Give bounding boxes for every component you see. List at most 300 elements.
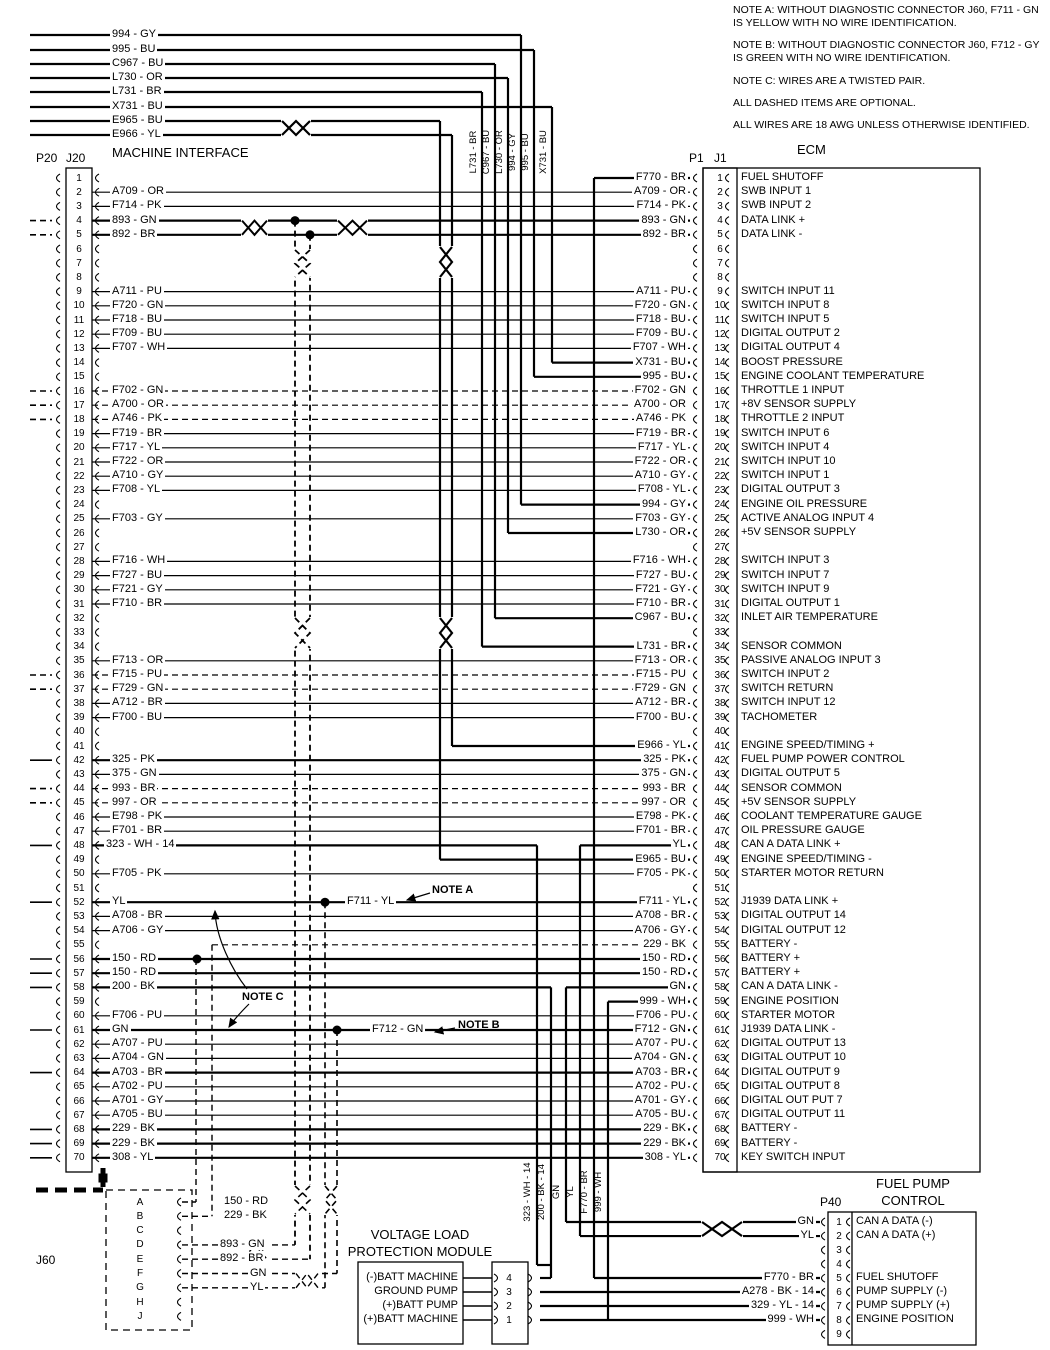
j20-pin-number: 3 — [76, 200, 82, 212]
ecm-pin-function-label: DIGITAL OUTPUT 8 — [741, 1079, 840, 1092]
left-pin-wire-label: F722 - OR — [112, 455, 164, 467]
j20-pin-number: 57 — [73, 967, 85, 979]
j20-pin-number: 27 — [73, 541, 85, 553]
riser-label-top: L730 - OR — [494, 130, 505, 174]
j20-pin-number: 69 — [73, 1138, 85, 1150]
ecm-pin-function-label: SWITCH INPUT 10 — [741, 455, 836, 467]
ecm-pin-number: 67 — [714, 1109, 726, 1121]
ecm-pin-function-label: SWITCH INPUT 3 — [741, 554, 830, 567]
p40-pin-function-label: CAN A DATA (+) — [856, 1229, 936, 1242]
ecm-pin-wire-label: A710 - GY — [634, 469, 686, 482]
left-pin-wire-label: F703 - GY — [112, 511, 163, 524]
ecm-pin-function-label: SWITCH INPUT 7 — [741, 568, 830, 581]
p40-pin-wire-label: 329 - YL - 14 — [751, 1299, 814, 1312]
j20-pin-number: 2 — [76, 186, 82, 198]
riser-label-top: L731 - BR — [468, 130, 479, 174]
ecm-pin-wire-label: F720 - GN — [634, 298, 686, 311]
j20-pin-number: 44 — [73, 783, 85, 795]
ecm-pin-number: 18 — [714, 413, 726, 425]
ecm-pin-wire-label: F709 - BU — [635, 327, 686, 340]
p40-pin-number: 9 — [836, 1328, 842, 1340]
ecm-pin-function-label: ENGINE OIL PRESSURE — [741, 497, 868, 510]
ecm-pin-number: 59 — [714, 996, 726, 1008]
ecm-pin-wire-label: A702 - PU — [635, 1079, 686, 1092]
top-wire-label: L731 - BR — [112, 85, 162, 97]
top-wire-label: E966 - YL — [112, 128, 161, 140]
note-a-text: NOTE A: WITHOUT DIAGNOSTIC CONNECTOR J60, F711 - GN IS YELLOW WITH NO WIRE IDENTIFICATION. — [733, 4, 1039, 30]
left-pin-wire-label: 150 - RD — [112, 952, 157, 964]
left-pin-wire-label: F714 - PK — [112, 199, 162, 212]
j20-pin-number: 61 — [73, 1024, 85, 1036]
ecm-pin-number: 53 — [714, 910, 726, 922]
left-pin-wire-label: F716 - WH — [112, 554, 166, 567]
j20-pin-number: 66 — [73, 1095, 85, 1107]
ecm-pin-wire-label: F716 - WH — [632, 554, 686, 567]
ecm-pin-number: 65 — [714, 1081, 726, 1093]
ecm-pin-function-label: THROTTLE 2 INPUT — [741, 412, 845, 425]
j20-pin-number: 33 — [73, 626, 85, 638]
j20-pin-number: 11 — [73, 314, 85, 326]
ecm-pin-number: 63 — [714, 1052, 726, 1064]
j20-pin-number: 26 — [73, 527, 85, 539]
left-pin-wire-label: F717 - YL — [112, 440, 161, 453]
left-pin-wire-label: A701 - GY — [112, 1094, 164, 1106]
j60-pin-wire-label: 229 - BK — [224, 1209, 267, 1222]
p40-pin-number: 8 — [836, 1314, 842, 1326]
left-pin-wire-label: 375 - GN — [112, 767, 157, 780]
ecm-pin-function-label: BATTERY - — [741, 1122, 798, 1135]
p40-pin-wire-label: GN — [797, 1215, 814, 1227]
ecm-pin-number: 21 — [714, 456, 726, 468]
ecm-pin-function-label: BOOST PRESSURE — [741, 355, 843, 368]
top-wire-label: X731 - BU — [112, 100, 163, 112]
ecm-pin-function-label: DIGITAL OUTPUT 10 — [741, 1051, 846, 1064]
j20-pin-number: 59 — [73, 996, 85, 1008]
ecm-pin-function-label: DIGITAL OUTPUT 5 — [741, 767, 840, 780]
ecm-pin-wire-label: X731 - BU — [635, 355, 686, 368]
p40-pin-wire-label: F770 - BR — [763, 1271, 814, 1284]
p40-pin-number: 6 — [836, 1286, 842, 1298]
left-pin-wire-label: 229 - BK — [112, 1136, 155, 1149]
fuel-pump-title-line2: CONTROL — [881, 1193, 945, 1208]
j20-pin-number: 50 — [73, 868, 85, 880]
ecm-pin-function-label: ENGINE COOLANT TEMPERATURE — [741, 369, 925, 382]
j20-pin-number: 47 — [73, 825, 85, 837]
j20-pin-number: 16 — [73, 385, 85, 397]
ecm-pin-number: 41 — [714, 740, 726, 752]
j60-pin-wire-label: 893 - GN — [220, 1237, 265, 1250]
j60-pin-wire-label: 150 - RD — [224, 1195, 269, 1207]
ecm-pin-function-label: CAN A DATA LINK + — [741, 838, 841, 851]
ecm-pin-function-label: CAN A DATA LINK - — [741, 980, 838, 993]
j20-pin-number: 5 — [76, 229, 82, 241]
j60-pin-letter: F — [136, 1268, 144, 1279]
ecm-pin-number: 27 — [714, 541, 726, 553]
vlpm-pin-number: 2 — [506, 1300, 512, 1312]
ecm-pin-number: 38 — [714, 697, 726, 709]
ecm-pin-function-label: DIGITAL OUTPUT 9 — [741, 1065, 840, 1078]
ecm-pin-wire-label: F714 - PK — [636, 199, 686, 212]
ecm-pin-wire-label: A711 - PU — [636, 284, 686, 297]
left-pin-wire-label: 150 - RD — [112, 966, 157, 979]
ecm-pin-number: 39 — [714, 712, 726, 724]
left-pin-wire-label: 308 - YL — [112, 1150, 154, 1163]
left-pin-wire-label: F710 - BR — [112, 597, 163, 609]
j20-pin-number: 43 — [73, 768, 85, 780]
j20-pin-number: 56 — [73, 953, 85, 965]
ecm-pin-function-label: BATTERY + — [741, 966, 800, 979]
j20-pin-number: 40 — [73, 726, 85, 738]
ecm-title: ECM — [797, 142, 826, 157]
ecm-pin-wire-label: F703 - GY — [635, 511, 686, 524]
j20-pin-number: 12 — [73, 328, 85, 340]
j20-pin-number: 55 — [73, 939, 85, 951]
ecm-pin-function-label: INLET AIR TEMPERATURE — [741, 611, 878, 624]
left-pin-wire-label: A704 - GN — [112, 1051, 164, 1064]
note-awg-text: ALL WIRES ARE 18 AWG UNLESS OTHERWISE IDENTIFIED. — [733, 118, 1030, 131]
fuel-pump-title-line1: FUEL PUMP — [876, 1176, 950, 1191]
j20-pin-number: 51 — [73, 882, 85, 894]
ecm-pin-number: 64 — [714, 1067, 726, 1079]
ecm-pin-function-label: DATA LINK + — [741, 213, 806, 226]
left-pin-wire-label: 229 - BK — [112, 1122, 155, 1135]
ecm-pin-number: 16 — [714, 385, 726, 397]
j20-pin-number: 35 — [73, 655, 85, 667]
ecm-pin-number: 24 — [714, 499, 726, 511]
ecm-pin-wire-label: A707 - PU — [635, 1037, 686, 1050]
ecm-pin-wire-label: 229 - BK — [643, 1136, 686, 1149]
j20-pin-number: 70 — [73, 1152, 85, 1164]
j20-label: J20 — [66, 151, 86, 165]
ecm-pin-wire-label: F711 - YL — [638, 895, 686, 908]
left-pin-wire-label: F729 - GN — [112, 682, 164, 695]
ecm-pin-function-label: DATA LINK - — [741, 227, 803, 240]
left-pin-wire-label: F700 - BU — [112, 710, 163, 723]
ecm-pin-number: 48 — [714, 839, 726, 851]
ecm-pin-number: 45 — [714, 797, 726, 809]
ecm-pin-number: 42 — [714, 754, 726, 766]
ecm-pin-wire-label: 993 - BR — [642, 781, 686, 794]
ecm-pin-wire-label: 229 - BK — [643, 937, 686, 950]
left-pin-wire-label: A703 - BR — [112, 1065, 163, 1078]
left-pin-wire-label: F708 - YL — [112, 483, 161, 496]
ecm-pin-number: 37 — [714, 683, 726, 695]
ecm-pin-number: 47 — [714, 825, 726, 837]
left-pin-wire-label: A709 - OR — [112, 185, 164, 198]
riser-label-bottom: GN — [551, 1184, 562, 1200]
ecm-pin-function-label: BATTERY - — [741, 937, 798, 950]
vlpm-pin-label: (+)BATT PUMP — [382, 1299, 458, 1311]
left-pin-wire-label: A702 - PU — [112, 1079, 163, 1092]
ecm-pin-wire-label: 375 - GN — [641, 767, 686, 780]
ecm-pin-number: 2 — [717, 186, 723, 198]
ecm-pin-function-label: SWITCH INPUT 1 — [741, 469, 830, 482]
ecm-pin-number: 8 — [717, 271, 723, 283]
ecm-pin-wire-label: F702 - GN — [634, 384, 686, 396]
left-pin-wire-label: E798 - PK — [112, 810, 163, 822]
p20-label: P20 — [36, 151, 58, 165]
ecm-pin-function-label: BATTERY + — [741, 952, 800, 964]
ecm-pin-number: 12 — [714, 328, 726, 340]
ecm-pin-wire-label: F770 - BR — [635, 171, 686, 183]
ecm-pin-number: 57 — [714, 967, 726, 979]
j20-pin-number: 68 — [73, 1123, 85, 1135]
ecm-pin-wire-label: F712 - GN — [634, 1023, 686, 1035]
ecm-pin-wire-label: A705 - BU — [635, 1108, 686, 1121]
left-pin-wire-label: F713 - OR — [112, 653, 164, 666]
j20-pin-number: 36 — [73, 669, 85, 681]
ecm-pin-function-label: SWITCH INPUT 5 — [741, 313, 830, 325]
ecm-pin-number: 26 — [714, 527, 726, 539]
j20-pin-number: 13 — [73, 342, 85, 354]
riser-label-bottom: 323 - WH - 14 — [522, 1162, 533, 1222]
ecm-pin-wire-label: 999 - WH — [639, 994, 686, 1007]
ecm-pin-wire-label: A704 - GN — [634, 1051, 686, 1064]
ecm-pin-function-label: TACHOMETER — [741, 710, 818, 723]
ecm-pin-wire-label: 997 - OR — [641, 795, 686, 808]
j20-pin-number: 65 — [73, 1081, 85, 1093]
p40-pin-wire-label: 999 - WH — [767, 1313, 814, 1326]
top-wire-label: L730 - OR — [112, 71, 163, 83]
ecm-pin-wire-label: F705 - PK — [636, 866, 686, 879]
p1-label: P1 — [689, 151, 704, 165]
ecm-pin-function-label: ENGINE POSITION — [741, 994, 839, 1007]
j20-pin-number: 30 — [73, 584, 85, 596]
ecm-pin-wire-label: GN — [669, 980, 686, 993]
j20-pin-number: 58 — [73, 981, 85, 993]
j60-pin-letter: E — [136, 1253, 144, 1265]
ecm-pin-function-label: SENSOR COMMON — [741, 639, 842, 652]
ecm-pin-number: 52 — [714, 896, 726, 908]
ecm-pin-function-label: KEY SWITCH INPUT — [741, 1150, 846, 1163]
ecm-pin-function-label: SWITCH INPUT 9 — [741, 582, 830, 595]
ecm-pin-number: 9 — [717, 286, 723, 298]
notes-block — [733, 4, 1047, 141]
p40-pin-function-label: CAN A DATA (-) — [856, 1215, 933, 1227]
j20-pin-number: 39 — [73, 712, 85, 724]
p40-pin-number: 3 — [836, 1244, 842, 1256]
ecm-pin-function-label: SENSOR COMMON — [741, 781, 842, 794]
note-a-callout: NOTE A — [432, 884, 474, 896]
p40-pin-wire-label: YL — [800, 1229, 814, 1242]
ecm-pin-number: 10 — [714, 300, 726, 312]
vlpm-pin-label: (+)BATT MACHINE — [363, 1313, 458, 1325]
j20-pin-number: 45 — [73, 797, 85, 809]
ecm-pin-number: 17 — [714, 399, 726, 411]
j20-pin-number: 21 — [73, 456, 85, 468]
left-pin-wire-label: F701 - BR — [112, 824, 163, 837]
p40-pin-function-label: PUMP SUPPLY (+) — [856, 1299, 950, 1312]
note-b-text: NOTE B: WITHOUT DIAGNOSTIC CONNECTOR J60, F712 - GY IS GREEN WITH NO WIRE IDENTIFICATION. — [733, 39, 1040, 65]
ecm-pin-function-label: ENGINE SPEED/TIMING - — [741, 852, 872, 865]
ecm-pin-number: 5 — [717, 229, 723, 241]
ecm-pin-wire-label: E965 - BU — [635, 852, 686, 865]
left-pin-wire-label: A708 - BR — [112, 909, 163, 922]
note-b-callout: NOTE B — [458, 1019, 500, 1031]
top-wire-label: E965 - BU — [112, 114, 163, 126]
left-pin-wire-label: F715 - PU — [112, 668, 163, 680]
j20-pin-number: 8 — [76, 271, 82, 283]
ecm-pin-wire-label: A708 - BR — [635, 909, 686, 922]
j20-pin-number: 1 — [76, 172, 82, 184]
j60-pin-wire-label: GN — [250, 1266, 267, 1279]
ecm-pin-function-label: DIGITAL OUT PUT 7 — [741, 1094, 843, 1106]
j20-pin-number: 42 — [73, 754, 85, 766]
j20-pin-number: 49 — [73, 854, 85, 866]
ecm-pin-number: 28 — [714, 555, 726, 567]
riser-label-bottom: YL — [565, 1186, 576, 1198]
ecm-pin-function-label: SWITCH INPUT 2 — [741, 668, 830, 680]
ecm-pin-number: 70 — [714, 1152, 726, 1164]
riser-label-bottom: F770 - BR — [579, 1170, 590, 1214]
j20-pin-number: 34 — [73, 641, 85, 653]
ecm-pin-number: 22 — [714, 470, 726, 482]
left-pin-wire-label: 200 - BK — [112, 980, 155, 993]
j20-pin-number: 53 — [73, 910, 85, 922]
ecm-pin-number: 19 — [714, 428, 726, 440]
ecm-pin-wire-label: F717 - YL — [637, 440, 686, 453]
j20-pin-number: 28 — [73, 555, 85, 567]
ecm-pin-wire-label: F706 - PU — [635, 1008, 686, 1021]
ecm-pin-wire-label: A701 - GY — [634, 1094, 686, 1106]
j60-label: J60 — [36, 1253, 56, 1267]
ecm-pin-wire-label: 995 - BU — [642, 369, 686, 382]
j60-pin-wire-label: 892 - BR — [220, 1252, 264, 1265]
j20-pin-number: 17 — [73, 399, 85, 411]
j60-pin-wire-label: YL — [250, 1280, 264, 1293]
left-pin-wire-label: A710 - GY — [112, 469, 164, 482]
j20-pin-number: 54 — [73, 925, 85, 937]
ecm-pin-number: 44 — [714, 783, 726, 795]
ecm-pin-number: 25 — [714, 513, 726, 525]
ecm-pin-function-label: SWB INPUT 2 — [741, 199, 812, 212]
ecm-pin-function-label: SWB INPUT 1 — [741, 185, 812, 198]
p40-pin-number: 4 — [836, 1258, 842, 1270]
j20-pin-number: 37 — [73, 683, 85, 695]
left-pin-wire-label: F720 - GN — [112, 298, 164, 311]
j20-pin-number: 38 — [73, 697, 85, 709]
ecm-pin-wire-label: A709 - OR — [634, 185, 686, 198]
left-pin-wire-label: F706 - PU — [112, 1008, 163, 1021]
j20-pin-number: 29 — [73, 570, 85, 582]
riser-label-top: 994 - GY — [507, 132, 518, 172]
j60-pin-letter: B — [136, 1210, 144, 1222]
machine-interface-title: MACHINE INTERFACE — [112, 145, 249, 160]
ecm-pin-number: 69 — [714, 1138, 726, 1150]
ecm-pin-function-label: DIGITAL OUTPUT 3 — [741, 483, 840, 496]
left-pin-wire-label: A700 - OR — [112, 398, 164, 411]
j60-pin-letter: J — [137, 1310, 143, 1322]
p40-pin-function-label: ENGINE POSITION — [856, 1313, 954, 1326]
ecm-pin-function-label: DIGITAL OUTPUT 12 — [741, 923, 846, 936]
p40-pin-number: 7 — [836, 1300, 842, 1312]
left-pin-wire-label: F709 - BU — [112, 327, 163, 340]
vlpm-title-line1: VOLTAGE LOAD — [370, 1227, 470, 1242]
j20-pin-number: 4 — [76, 215, 82, 227]
p40-pin-number: 1 — [836, 1216, 842, 1228]
ecm-pin-number: 20 — [714, 442, 726, 454]
ecm-pin-function-label: DIGITAL OUTPUT 13 — [741, 1037, 846, 1050]
ecm-pin-number: 11 — [714, 314, 726, 326]
j20-pin-number: 14 — [73, 357, 85, 369]
ecm-pin-number: 31 — [714, 598, 726, 610]
ecm-pin-number: 61 — [714, 1024, 726, 1036]
ecm-pin-wire-label: F708 - YL — [637, 483, 686, 496]
j20-pin-number: 48 — [73, 839, 85, 851]
ecm-pin-wire-label: C967 - BU — [634, 611, 686, 624]
j20-pin-number: 9 — [76, 286, 82, 298]
ecm-pin-wire-label: A700 - OR — [634, 398, 686, 411]
ecm-pin-function-label: STARTER MOTOR RETURN — [741, 866, 885, 879]
p40-pin-wire-label: A278 - BK - 14 — [741, 1285, 814, 1298]
riser-label-top: X731 - BU — [538, 130, 549, 174]
ecm-pin-wire-label: F719 - BR — [635, 426, 686, 439]
note-c-callout: NOTE C — [242, 991, 284, 1003]
j20-pin-number: 20 — [73, 442, 85, 454]
j20-pin-number: 23 — [73, 484, 85, 496]
ecm-pin-function-label: DIGITAL OUTPUT 11 — [741, 1108, 846, 1121]
ecm-pin-wire-label: F715 - PU — [635, 668, 686, 680]
left-pin-wire-label: GN — [112, 1023, 129, 1035]
j20-pin-number: 64 — [73, 1067, 85, 1079]
ecm-pin-number: 4 — [717, 215, 723, 227]
ecm-pin-number: 36 — [714, 669, 726, 681]
j20-pin-number: 25 — [73, 513, 85, 525]
ecm-pin-function-label: DIGITAL OUTPUT 1 — [741, 597, 840, 609]
ecm-pin-function-label: SWITCH INPUT 11 — [741, 284, 835, 297]
ecm-pin-number: 58 — [714, 981, 726, 993]
j20-pin-number: 6 — [76, 243, 82, 255]
left-pin-wire-label: F702 - GN — [112, 384, 164, 396]
ecm-pin-function-label: FUEL PUMP POWER CONTROL — [741, 753, 905, 766]
ecm-pin-function-label: ACTIVE ANALOG INPUT 4 — [741, 511, 875, 524]
ecm-pin-number: 50 — [714, 868, 726, 880]
j60-pin-letter: A — [136, 1196, 144, 1208]
ecm-pin-number: 1 — [717, 172, 723, 184]
ecm-pin-wire-label: A746 - PK — [635, 412, 686, 425]
left-pin-wire-label: F727 - BU — [112, 568, 163, 581]
left-pin-wire-label: 997 - OR — [112, 795, 157, 808]
riser-label-bottom: 200 - BK - 14 — [536, 1164, 547, 1220]
ecm-pin-function-label: DIGITAL OUTPUT 14 — [741, 909, 846, 922]
ecm-pin-number: 13 — [714, 342, 726, 354]
ecm-pin-function-label: DIGITAL OUTPUT 4 — [741, 341, 840, 354]
left-pin-wire-label: 892 - BR — [112, 227, 156, 240]
ecm-pin-function-label: +5V SENSOR SUPPLY — [741, 526, 857, 538]
ecm-pin-function-label: J1939 DATA LINK - — [741, 1023, 836, 1035]
ecm-pin-function-label: J1939 DATA LINK + — [741, 895, 839, 908]
riser-label-top: 995 - BU — [520, 133, 531, 171]
ecm-pin-number: 6 — [717, 243, 723, 255]
ecm-pin-wire-label: 308 - YL — [644, 1150, 686, 1163]
j20-pin-number: 19 — [73, 428, 85, 440]
ecm-pin-number: 3 — [717, 200, 723, 212]
ecm-pin-wire-label: A706 - GY — [634, 923, 686, 936]
j20-pin-number: 32 — [73, 612, 85, 624]
left-pin-wire-label: 323 - WH - 14 — [106, 838, 175, 851]
ecm-pin-wire-label: F727 - BU — [635, 568, 686, 581]
p40-pin-function-label: PUMP SUPPLY (-) — [856, 1285, 948, 1298]
ecm-pin-wire-label: L730 - OR — [635, 526, 686, 538]
j20-pin-number: 24 — [73, 499, 85, 511]
riser-label-bottom: 999 - WH — [593, 1171, 604, 1213]
j20-pin-number: 62 — [73, 1038, 85, 1050]
j20-pin-number: 41 — [73, 740, 85, 752]
ecm-pin-function-label: +8V SENSOR SUPPLY — [741, 398, 857, 411]
ecm-pin-number: 43 — [714, 768, 726, 780]
ecm-pin-number: 46 — [714, 811, 726, 823]
ecm-pin-function-label: OIL PRESSURE GAUGE — [741, 824, 865, 837]
